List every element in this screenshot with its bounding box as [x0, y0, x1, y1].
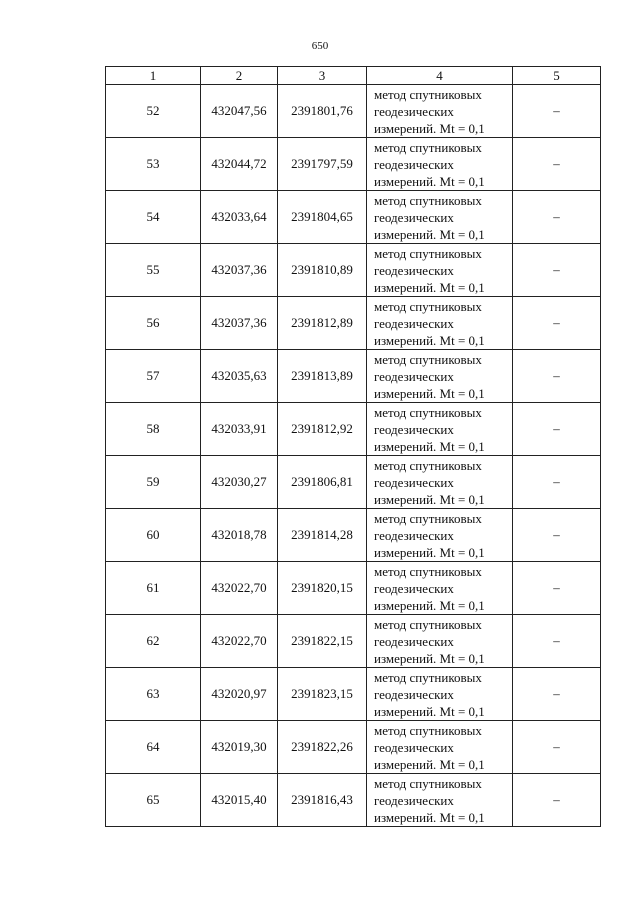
method-line: метод спутниковых: [374, 351, 482, 367]
point-number-cell: 55: [106, 244, 201, 297]
method-line: геодезических: [374, 474, 454, 490]
method-cell: [367, 562, 513, 615]
point-number-cell: 58: [106, 403, 201, 456]
y-coordinate-cell: 2391816,43: [278, 774, 367, 827]
method-line: метод спутниковых: [374, 457, 482, 473]
method-line: метод спутниковых: [374, 669, 482, 685]
note-cell: –: [513, 668, 601, 721]
note-cell: –: [513, 456, 601, 509]
method-line: геодезических: [374, 792, 454, 808]
method-line: измерений. Mt = 0,1: [374, 332, 485, 348]
method-cell: [367, 85, 513, 138]
point-number-cell: 65: [106, 774, 201, 827]
table-row: [106, 297, 601, 350]
method-line: геодезических: [374, 156, 454, 172]
method-cell: [367, 350, 513, 403]
x-coordinate-cell: 432037,36: [201, 244, 278, 297]
y-coordinate-cell: 2391812,92: [278, 403, 367, 456]
table-header-row: [106, 67, 601, 85]
x-coordinate-cell: 432015,40: [201, 774, 278, 827]
table-row: [106, 668, 601, 721]
note-cell: –: [513, 721, 601, 774]
method-cell: [367, 456, 513, 509]
method-line: метод спутниковых: [374, 139, 482, 155]
y-coordinate-cell: 2391801,76: [278, 85, 367, 138]
table-row: [106, 562, 601, 615]
point-number-cell: 57: [106, 350, 201, 403]
method-line: метод спутниковых: [374, 86, 482, 102]
method-line: метод спутниковых: [374, 510, 482, 526]
method-line: геодезических: [374, 315, 454, 331]
x-coordinate-cell: 432022,70: [201, 562, 278, 615]
point-number-cell: 61: [106, 562, 201, 615]
y-coordinate-cell: 2391804,65: [278, 191, 367, 244]
method-line: геодезических: [374, 368, 454, 384]
method-line: метод спутниковых: [374, 563, 482, 579]
method-line: метод спутниковых: [374, 722, 482, 738]
header-cell: 1: [106, 67, 201, 85]
point-number-cell: 59: [106, 456, 201, 509]
note-cell: –: [513, 85, 601, 138]
table-row: [106, 456, 601, 509]
method-line: метод спутниковых: [374, 245, 482, 261]
y-coordinate-cell: 2391820,15: [278, 562, 367, 615]
method-line: измерений. Mt = 0,1: [374, 703, 485, 719]
method-line: измерений. Mt = 0,1: [374, 809, 485, 825]
table-row: [106, 509, 601, 562]
table-row: [106, 138, 601, 191]
method-cell: [367, 774, 513, 827]
method-line: измерений. Mt = 0,1: [374, 597, 485, 613]
point-number-cell: 64: [106, 721, 201, 774]
x-coordinate-cell: 432033,64: [201, 191, 278, 244]
x-coordinate-cell: 432044,72: [201, 138, 278, 191]
y-coordinate-cell: 2391814,28: [278, 509, 367, 562]
table-row: [106, 350, 601, 403]
method-line: геодезических: [374, 103, 454, 119]
y-coordinate-cell: 2391813,89: [278, 350, 367, 403]
y-coordinate-cell: 2391797,59: [278, 138, 367, 191]
page-number: 650: [311, 40, 329, 52]
point-number-cell: 62: [106, 615, 201, 668]
method-line: измерений. Mt = 0,1: [374, 173, 485, 189]
y-coordinate-cell: 2391822,26: [278, 721, 367, 774]
header-cell: 4: [367, 67, 513, 85]
x-coordinate-cell: 432022,70: [201, 615, 278, 668]
note-cell: –: [513, 350, 601, 403]
x-coordinate-cell: 432030,27: [201, 456, 278, 509]
method-line: метод спутниковых: [374, 298, 482, 314]
note-cell: –: [513, 562, 601, 615]
y-coordinate-cell: 2391810,89: [278, 244, 367, 297]
table-row: [106, 774, 601, 827]
note-cell: –: [513, 138, 601, 191]
point-number-cell: 53: [106, 138, 201, 191]
method-line: метод спутниковых: [374, 775, 482, 791]
x-coordinate-cell: 432033,91: [201, 403, 278, 456]
note-cell: –: [513, 191, 601, 244]
point-number-cell: 54: [106, 191, 201, 244]
header-cell: 3: [278, 67, 367, 85]
method-line: измерений. Mt = 0,1: [374, 491, 485, 507]
table-row: [106, 244, 601, 297]
method-cell: [367, 615, 513, 668]
x-coordinate-cell: 432035,63: [201, 350, 278, 403]
table-row: [106, 85, 601, 138]
coordinates-table: [105, 66, 601, 827]
method-line: геодезических: [374, 580, 454, 596]
method-line: измерений. Mt = 0,1: [374, 544, 485, 560]
table-body: [106, 85, 601, 827]
header-cell: 5: [513, 67, 601, 85]
method-line: метод спутниковых: [374, 404, 482, 420]
method-cell: [367, 668, 513, 721]
y-coordinate-cell: 2391812,89: [278, 297, 367, 350]
note-cell: –: [513, 615, 601, 668]
method-cell: [367, 297, 513, 350]
method-line: геодезических: [374, 262, 454, 278]
x-coordinate-cell: 432020,97: [201, 668, 278, 721]
method-cell: [367, 191, 513, 244]
method-line: геодезических: [374, 209, 454, 225]
method-line: измерений. Mt = 0,1: [374, 756, 485, 772]
note-cell: –: [513, 297, 601, 350]
y-coordinate-cell: 2391806,81: [278, 456, 367, 509]
method-cell: [367, 244, 513, 297]
note-cell: –: [513, 403, 601, 456]
method-line: измерений. Mt = 0,1: [374, 279, 485, 295]
point-number-cell: 52: [106, 85, 201, 138]
note-cell: –: [513, 244, 601, 297]
x-coordinate-cell: 432037,36: [201, 297, 278, 350]
method-line: геодезических: [374, 421, 454, 437]
method-line: измерений. Mt = 0,1: [374, 650, 485, 666]
method-line: измерений. Mt = 0,1: [374, 385, 485, 401]
method-cell: [367, 721, 513, 774]
table-row: [106, 191, 601, 244]
y-coordinate-cell: 2391823,15: [278, 668, 367, 721]
table-row: [106, 615, 601, 668]
method-line: геодезических: [374, 527, 454, 543]
method-line: геодезических: [374, 739, 454, 755]
method-line: метод спутниковых: [374, 616, 482, 632]
method-line: метод спутниковых: [374, 192, 482, 208]
method-cell: [367, 509, 513, 562]
header-cell: 2: [201, 67, 278, 85]
method-cell: [367, 403, 513, 456]
point-number-cell: 63: [106, 668, 201, 721]
note-cell: –: [513, 774, 601, 827]
method-line: измерений. Mt = 0,1: [374, 438, 485, 454]
table-row: [106, 721, 601, 774]
point-number-cell: 60: [106, 509, 201, 562]
method-cell: [367, 138, 513, 191]
note-cell: –: [513, 509, 601, 562]
y-coordinate-cell: 2391822,15: [278, 615, 367, 668]
method-line: измерений. Mt = 0,1: [374, 226, 485, 242]
x-coordinate-cell: 432047,56: [201, 85, 278, 138]
x-coordinate-cell: 432018,78: [201, 509, 278, 562]
x-coordinate-cell: 432019,30: [201, 721, 278, 774]
method-line: геодезических: [374, 686, 454, 702]
point-number-cell: 56: [106, 297, 201, 350]
method-line: измерений. Mt = 0,1: [374, 120, 485, 136]
table-row: [106, 403, 601, 456]
method-line: геодезических: [374, 633, 454, 649]
